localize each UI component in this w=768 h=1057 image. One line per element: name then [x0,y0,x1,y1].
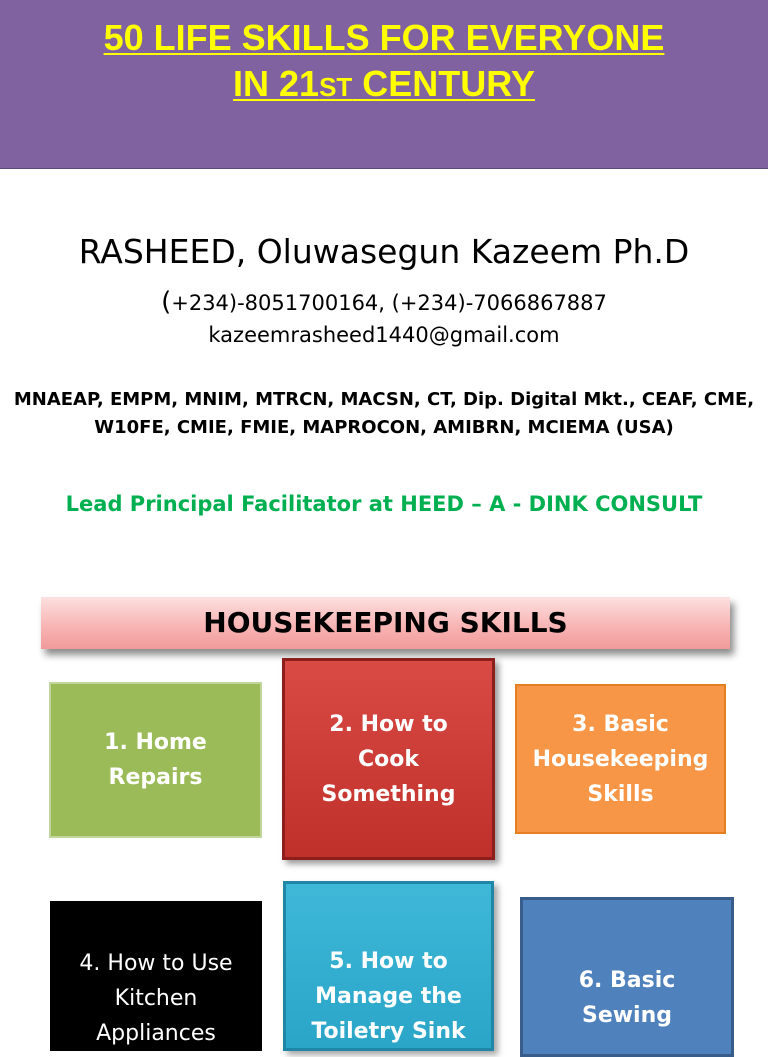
author-email: kazeemrasheed1440@gmail.com [208,323,560,347]
author-name: RASHEED, Oluwasegun Kazeem Ph.D [78,232,690,271]
skill-3-line-3: Skills [587,781,654,807]
author-role: Lead Principal Facilitator at HEED – A - DINK CONSULT [65,492,703,516]
title-line-1: 50 LIFE SKILLS FOR EVERYONE [103,17,665,58]
title-superscript: ST [319,72,353,102]
skill-6-line-1: 6. Basic [578,968,676,993]
phones-open-paren: ( [161,287,172,317]
phones-text: +234)-8051700164, (+234)-7066867887 [171,291,607,315]
skill-4-line-2: Kitchen [114,986,198,1011]
skill-3-line-2: Housekeeping [532,746,709,772]
skill-3-line-1: 3. Basic [572,711,669,737]
title-line-2 [0,63,768,108]
author-phones [0,287,768,317]
skill-box-2 [282,658,495,860]
skill-box-6 [520,897,734,1057]
title-banner [0,0,768,169]
section-header [41,597,730,649]
title-line-2-start: IN 21 [233,63,320,104]
skill-box-1 [49,682,262,838]
skill-box-4 [50,901,262,1051]
skill-5-line-1: 5. How to [329,949,448,974]
skill-5-line-2: Manage the [315,984,462,1009]
skill-box-3 [515,684,726,834]
skill-4-line-1: 4. How to Use [79,951,233,976]
skill-1-line-1: 1. Home [104,730,207,755]
skill-5-line-3: Toiletry Sink [311,1019,466,1044]
skill-2-line-3: Something [321,781,456,807]
skill-2-line-1: 2. How to [329,711,448,737]
title-line-2-end: CENTURY [352,63,535,104]
credentials-line-1: MNAEAP, EMPM, MNIM, MTRCN, MACSN, CT, Dip. Digital Mkt., CEAF, CME, [13,389,755,410]
skill-4-line-3: Appliances [96,1021,216,1046]
skill-1-line-2: Repairs [108,765,203,790]
credentials-line-2: W10FE, CMIE, FMIE, MAPROCON, AMIBRN, MCIEMA (USA) [94,417,674,438]
section-title: HOUSEKEEPING SKILLS [203,606,568,639]
skill-6-line-2: Sewing [581,1003,673,1028]
skill-box-5 [283,881,494,1051]
skill-2-line-2: Cook [357,746,419,772]
